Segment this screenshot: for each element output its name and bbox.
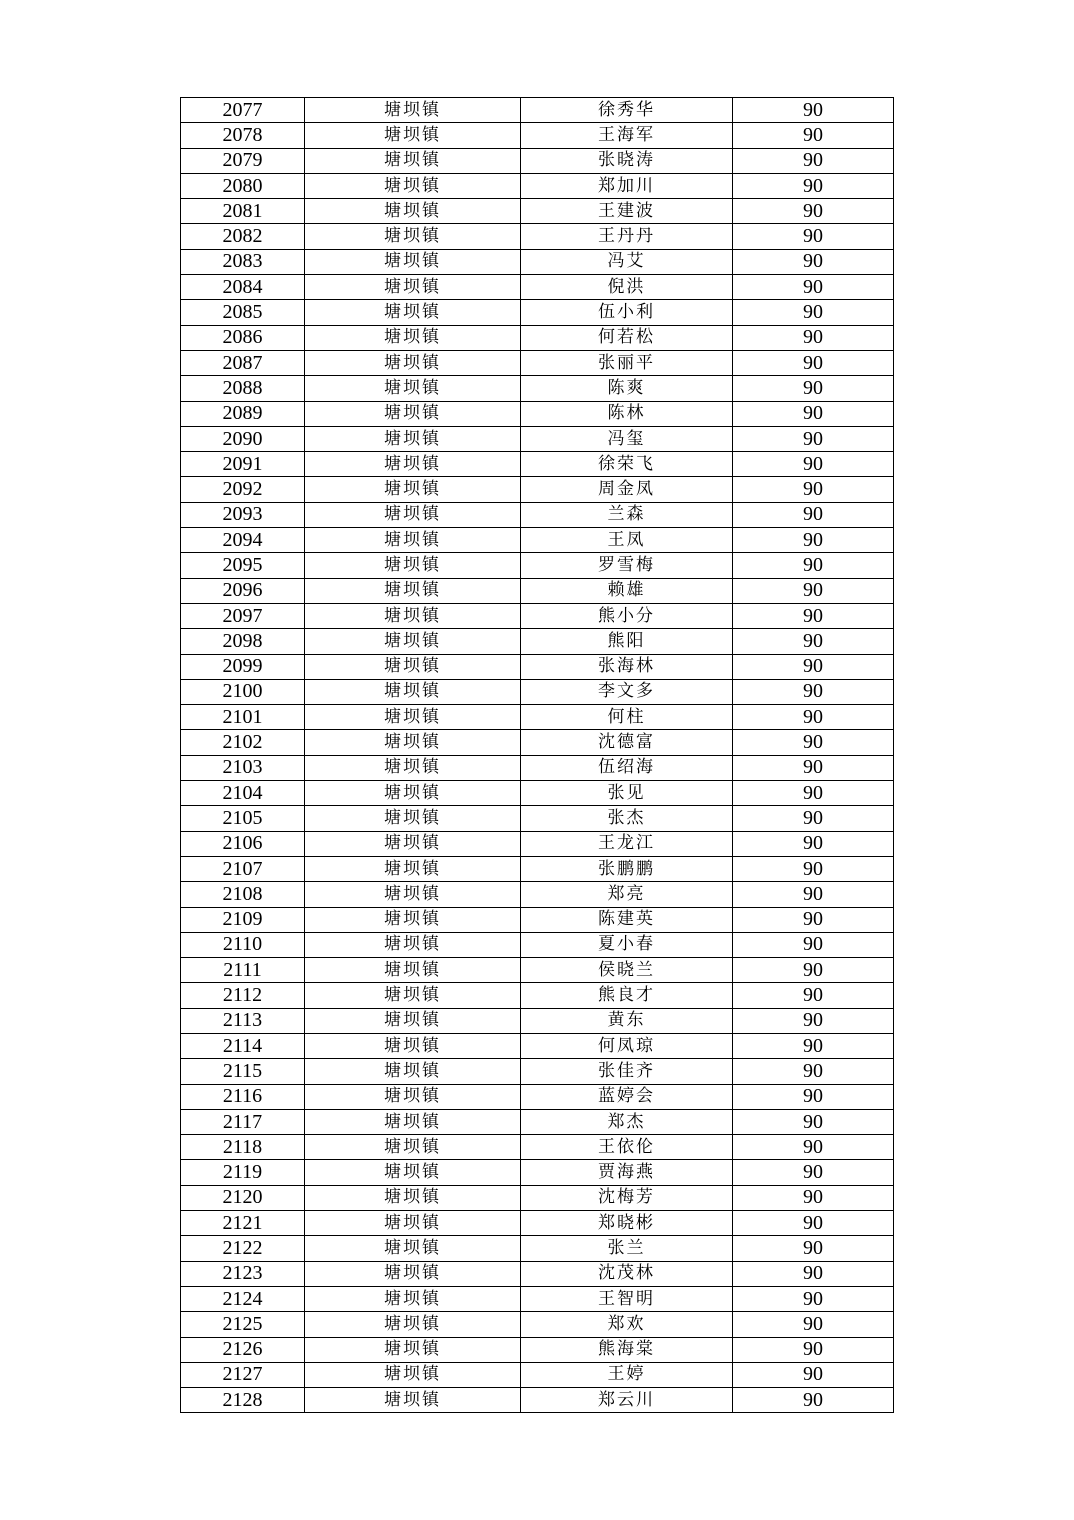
person-name-cell: 王海军 — [521, 123, 733, 148]
person-name-cell: 郑加川 — [521, 173, 733, 198]
person-name-cell: 郑欢 — [521, 1312, 733, 1337]
person-name-cell: 王凤 — [521, 528, 733, 553]
person-name-cell: 何若松 — [521, 325, 733, 350]
score-cell: 90 — [733, 654, 894, 679]
person-name-cell: 郑杰 — [521, 1109, 733, 1134]
table-row — [181, 148, 894, 173]
person-name-cell: 陈建英 — [521, 907, 733, 932]
person-name-cell: 郑亮 — [521, 882, 733, 907]
row-number-cell: 2080 — [181, 173, 305, 198]
table-row — [181, 1059, 894, 1084]
score-cell: 90 — [733, 528, 894, 553]
person-name-cell: 王丹丹 — [521, 224, 733, 249]
table-row — [181, 98, 894, 123]
row-number-cell: 2088 — [181, 376, 305, 401]
score-cell: 90 — [733, 781, 894, 806]
row-number-cell: 2112 — [181, 983, 305, 1008]
row-number-cell: 2094 — [181, 528, 305, 553]
town-cell: 塘坝镇 — [305, 350, 521, 375]
town-cell: 塘坝镇 — [305, 376, 521, 401]
person-name-cell: 冯玺 — [521, 426, 733, 451]
table-row — [181, 1211, 894, 1236]
score-cell: 90 — [733, 932, 894, 957]
row-number-cell: 2097 — [181, 603, 305, 628]
score-cell: 90 — [733, 1008, 894, 1033]
town-cell: 塘坝镇 — [305, 275, 521, 300]
person-name-cell: 赖雄 — [521, 578, 733, 603]
table-row — [181, 1286, 894, 1311]
town-cell: 塘坝镇 — [305, 578, 521, 603]
table-row — [181, 401, 894, 426]
score-cell: 90 — [733, 300, 894, 325]
row-number-cell: 2083 — [181, 249, 305, 274]
table-row — [181, 730, 894, 755]
table-row — [181, 249, 894, 274]
score-cell: 90 — [733, 983, 894, 1008]
row-number-cell: 2110 — [181, 932, 305, 957]
score-cell: 90 — [733, 705, 894, 730]
score-cell: 90 — [733, 376, 894, 401]
table-row — [181, 123, 894, 148]
person-name-cell: 王建波 — [521, 199, 733, 224]
town-cell: 塘坝镇 — [305, 199, 521, 224]
table-row — [181, 907, 894, 932]
score-cell: 90 — [733, 148, 894, 173]
roster-body — [181, 98, 894, 1413]
person-name-cell: 郑云川 — [521, 1388, 733, 1413]
person-name-cell: 徐秀华 — [521, 98, 733, 123]
score-cell: 90 — [733, 249, 894, 274]
table-row — [181, 275, 894, 300]
row-number-cell: 2087 — [181, 350, 305, 375]
person-name-cell: 张见 — [521, 781, 733, 806]
person-name-cell: 何凤琼 — [521, 1033, 733, 1058]
town-cell: 塘坝镇 — [305, 679, 521, 704]
town-cell: 塘坝镇 — [305, 553, 521, 578]
score-cell: 90 — [733, 730, 894, 755]
table-row — [181, 300, 894, 325]
row-number-cell: 2127 — [181, 1362, 305, 1387]
table-row — [181, 1312, 894, 1337]
row-number-cell: 2108 — [181, 882, 305, 907]
town-cell: 塘坝镇 — [305, 882, 521, 907]
person-name-cell: 黄东 — [521, 1008, 733, 1033]
town-cell: 塘坝镇 — [305, 1236, 521, 1261]
table-row — [181, 781, 894, 806]
score-cell: 90 — [733, 1109, 894, 1134]
town-cell: 塘坝镇 — [305, 958, 521, 983]
score-cell: 90 — [733, 1135, 894, 1160]
table-row — [181, 553, 894, 578]
score-cell: 90 — [733, 629, 894, 654]
row-number-cell: 2086 — [181, 325, 305, 350]
row-number-cell: 2116 — [181, 1084, 305, 1109]
row-number-cell: 2125 — [181, 1312, 305, 1337]
score-cell: 90 — [733, 502, 894, 527]
table-row — [181, 199, 894, 224]
row-number-cell: 2104 — [181, 781, 305, 806]
row-number-cell: 2117 — [181, 1109, 305, 1134]
table-row — [181, 1008, 894, 1033]
town-cell: 塘坝镇 — [305, 932, 521, 957]
row-number-cell: 2085 — [181, 300, 305, 325]
score-cell: 90 — [733, 1388, 894, 1413]
person-name-cell: 熊阳 — [521, 629, 733, 654]
score-cell: 90 — [733, 958, 894, 983]
score-cell: 90 — [733, 806, 894, 831]
row-number-cell: 2123 — [181, 1261, 305, 1286]
row-number-cell: 2114 — [181, 1033, 305, 1058]
town-cell: 塘坝镇 — [305, 502, 521, 527]
table-row — [181, 831, 894, 856]
town-cell: 塘坝镇 — [305, 1312, 521, 1337]
table-row — [181, 528, 894, 553]
town-cell: 塘坝镇 — [305, 1135, 521, 1160]
person-name-cell: 兰森 — [521, 502, 733, 527]
town-cell: 塘坝镇 — [305, 1109, 521, 1134]
person-name-cell: 贾海燕 — [521, 1160, 733, 1185]
row-number-cell: 2111 — [181, 958, 305, 983]
table-row — [181, 603, 894, 628]
score-cell: 90 — [733, 1286, 894, 1311]
town-cell: 塘坝镇 — [305, 1033, 521, 1058]
table-row — [181, 755, 894, 780]
row-number-cell: 2105 — [181, 806, 305, 831]
score-cell: 90 — [733, 350, 894, 375]
person-name-cell: 张兰 — [521, 1236, 733, 1261]
score-cell: 90 — [733, 856, 894, 881]
row-number-cell: 2098 — [181, 629, 305, 654]
row-number-cell: 2095 — [181, 553, 305, 578]
person-name-cell: 周金凤 — [521, 477, 733, 502]
row-number-cell: 2091 — [181, 452, 305, 477]
score-cell: 90 — [733, 224, 894, 249]
row-number-cell: 2103 — [181, 755, 305, 780]
table-row — [181, 350, 894, 375]
table-row — [181, 173, 894, 198]
score-cell: 90 — [733, 578, 894, 603]
roster-table — [180, 97, 894, 1413]
town-cell: 塘坝镇 — [305, 603, 521, 628]
row-number-cell: 2099 — [181, 654, 305, 679]
town-cell: 塘坝镇 — [305, 1388, 521, 1413]
person-name-cell: 王依伦 — [521, 1135, 733, 1160]
row-number-cell: 2102 — [181, 730, 305, 755]
person-name-cell: 熊良才 — [521, 983, 733, 1008]
town-cell: 塘坝镇 — [305, 1008, 521, 1033]
town-cell: 塘坝镇 — [305, 806, 521, 831]
row-number-cell: 2124 — [181, 1286, 305, 1311]
score-cell: 90 — [733, 1084, 894, 1109]
table-row — [181, 426, 894, 451]
row-number-cell: 2109 — [181, 907, 305, 932]
row-number-cell: 2101 — [181, 705, 305, 730]
row-number-cell: 2121 — [181, 1211, 305, 1236]
person-name-cell: 沈德富 — [521, 730, 733, 755]
table-row — [181, 958, 894, 983]
table-row — [181, 224, 894, 249]
table-row — [181, 578, 894, 603]
person-name-cell: 沈梅芳 — [521, 1185, 733, 1210]
score-cell: 90 — [733, 1337, 894, 1362]
table-row — [181, 629, 894, 654]
person-name-cell: 沈茂林 — [521, 1261, 733, 1286]
town-cell: 塘坝镇 — [305, 629, 521, 654]
person-name-cell: 王智明 — [521, 1286, 733, 1311]
table-row — [181, 856, 894, 881]
row-number-cell: 2106 — [181, 831, 305, 856]
town-cell: 塘坝镇 — [305, 1059, 521, 1084]
town-cell: 塘坝镇 — [305, 452, 521, 477]
person-name-cell: 王婷 — [521, 1362, 733, 1387]
row-number-cell: 2093 — [181, 502, 305, 527]
score-cell: 90 — [733, 401, 894, 426]
score-cell: 90 — [733, 426, 894, 451]
person-name-cell: 陈爽 — [521, 376, 733, 401]
row-number-cell: 2081 — [181, 199, 305, 224]
person-name-cell: 郑晓彬 — [521, 1211, 733, 1236]
town-cell: 塘坝镇 — [305, 654, 521, 679]
table-row — [181, 1109, 894, 1134]
town-cell: 塘坝镇 — [305, 856, 521, 881]
row-number-cell: 2107 — [181, 856, 305, 881]
table-row — [181, 1337, 894, 1362]
table-row — [181, 1388, 894, 1413]
town-cell: 塘坝镇 — [305, 426, 521, 451]
person-name-cell: 张丽平 — [521, 350, 733, 375]
town-cell: 塘坝镇 — [305, 300, 521, 325]
score-cell: 90 — [733, 98, 894, 123]
row-number-cell: 2089 — [181, 401, 305, 426]
person-name-cell: 徐荣飞 — [521, 452, 733, 477]
row-number-cell: 2119 — [181, 1160, 305, 1185]
score-cell: 90 — [733, 1033, 894, 1058]
town-cell: 塘坝镇 — [305, 1286, 521, 1311]
person-name-cell: 张鹏鹏 — [521, 856, 733, 881]
table-row — [181, 806, 894, 831]
town-cell: 塘坝镇 — [305, 173, 521, 198]
row-number-cell: 2079 — [181, 148, 305, 173]
score-cell: 90 — [733, 1211, 894, 1236]
person-name-cell: 侯晓兰 — [521, 958, 733, 983]
person-name-cell: 张杰 — [521, 806, 733, 831]
person-name-cell: 张晓涛 — [521, 148, 733, 173]
table-row — [181, 705, 894, 730]
table-row — [181, 1160, 894, 1185]
town-cell: 塘坝镇 — [305, 831, 521, 856]
town-cell: 塘坝镇 — [305, 755, 521, 780]
person-name-cell: 王龙江 — [521, 831, 733, 856]
table-row — [181, 679, 894, 704]
person-name-cell: 伍绍海 — [521, 755, 733, 780]
row-number-cell: 2082 — [181, 224, 305, 249]
table-row — [181, 932, 894, 957]
row-number-cell: 2084 — [181, 275, 305, 300]
person-name-cell: 张佳齐 — [521, 1059, 733, 1084]
town-cell: 塘坝镇 — [305, 781, 521, 806]
town-cell: 塘坝镇 — [305, 1185, 521, 1210]
table-row — [181, 376, 894, 401]
score-cell: 90 — [733, 831, 894, 856]
person-name-cell: 伍小利 — [521, 300, 733, 325]
score-cell: 90 — [733, 1236, 894, 1261]
person-name-cell: 陈林 — [521, 401, 733, 426]
score-cell: 90 — [733, 123, 894, 148]
score-cell: 90 — [733, 325, 894, 350]
person-name-cell: 夏小春 — [521, 932, 733, 957]
town-cell: 塘坝镇 — [305, 528, 521, 553]
table-row — [181, 1236, 894, 1261]
score-cell: 90 — [733, 1261, 894, 1286]
score-cell: 90 — [733, 1059, 894, 1084]
score-cell: 90 — [733, 1160, 894, 1185]
table-row — [181, 477, 894, 502]
score-cell: 90 — [733, 452, 894, 477]
score-cell: 90 — [733, 1185, 894, 1210]
person-name-cell: 何柱 — [521, 705, 733, 730]
town-cell: 塘坝镇 — [305, 983, 521, 1008]
score-cell: 90 — [733, 907, 894, 932]
score-cell: 90 — [733, 679, 894, 704]
table-row — [181, 1185, 894, 1210]
town-cell: 塘坝镇 — [305, 1337, 521, 1362]
score-cell: 90 — [733, 1362, 894, 1387]
row-number-cell: 2090 — [181, 426, 305, 451]
score-cell: 90 — [733, 553, 894, 578]
row-number-cell: 2113 — [181, 1008, 305, 1033]
town-cell: 塘坝镇 — [305, 1211, 521, 1236]
table-row — [181, 325, 894, 350]
score-cell: 90 — [733, 755, 894, 780]
town-cell: 塘坝镇 — [305, 907, 521, 932]
table-row — [181, 654, 894, 679]
row-number-cell: 2122 — [181, 1236, 305, 1261]
person-name-cell: 熊海棠 — [521, 1337, 733, 1362]
town-cell: 塘坝镇 — [305, 325, 521, 350]
town-cell: 塘坝镇 — [305, 123, 521, 148]
row-number-cell: 2128 — [181, 1388, 305, 1413]
score-cell: 90 — [733, 173, 894, 198]
score-cell: 90 — [733, 275, 894, 300]
person-name-cell: 熊小分 — [521, 603, 733, 628]
town-cell: 塘坝镇 — [305, 224, 521, 249]
score-cell: 90 — [733, 199, 894, 224]
town-cell: 塘坝镇 — [305, 1362, 521, 1387]
town-cell: 塘坝镇 — [305, 730, 521, 755]
table-row — [181, 502, 894, 527]
row-number-cell: 2096 — [181, 578, 305, 603]
person-name-cell: 冯艾 — [521, 249, 733, 274]
row-number-cell: 2092 — [181, 477, 305, 502]
person-name-cell: 蓝婷会 — [521, 1084, 733, 1109]
table-row — [181, 1084, 894, 1109]
person-name-cell: 李文多 — [521, 679, 733, 704]
town-cell: 塘坝镇 — [305, 148, 521, 173]
town-cell: 塘坝镇 — [305, 249, 521, 274]
score-cell: 90 — [733, 477, 894, 502]
person-name-cell: 罗雪梅 — [521, 553, 733, 578]
row-number-cell: 2115 — [181, 1059, 305, 1084]
town-cell: 塘坝镇 — [305, 98, 521, 123]
table-row — [181, 452, 894, 477]
town-cell: 塘坝镇 — [305, 1160, 521, 1185]
score-cell: 90 — [733, 1312, 894, 1337]
row-number-cell: 2078 — [181, 123, 305, 148]
table-row — [181, 882, 894, 907]
score-cell: 90 — [733, 603, 894, 628]
town-cell: 塘坝镇 — [305, 705, 521, 730]
row-number-cell: 2120 — [181, 1185, 305, 1210]
table-row — [181, 1362, 894, 1387]
row-number-cell: 2100 — [181, 679, 305, 704]
table-row — [181, 983, 894, 1008]
town-cell: 塘坝镇 — [305, 477, 521, 502]
town-cell: 塘坝镇 — [305, 1084, 521, 1109]
score-cell: 90 — [733, 882, 894, 907]
town-cell: 塘坝镇 — [305, 1261, 521, 1286]
row-number-cell: 2077 — [181, 98, 305, 123]
person-name-cell: 张海林 — [521, 654, 733, 679]
row-number-cell: 2126 — [181, 1337, 305, 1362]
person-name-cell: 倪洪 — [521, 275, 733, 300]
table-row — [181, 1033, 894, 1058]
row-number-cell: 2118 — [181, 1135, 305, 1160]
table-row — [181, 1261, 894, 1286]
table-row — [181, 1135, 894, 1160]
town-cell: 塘坝镇 — [305, 401, 521, 426]
